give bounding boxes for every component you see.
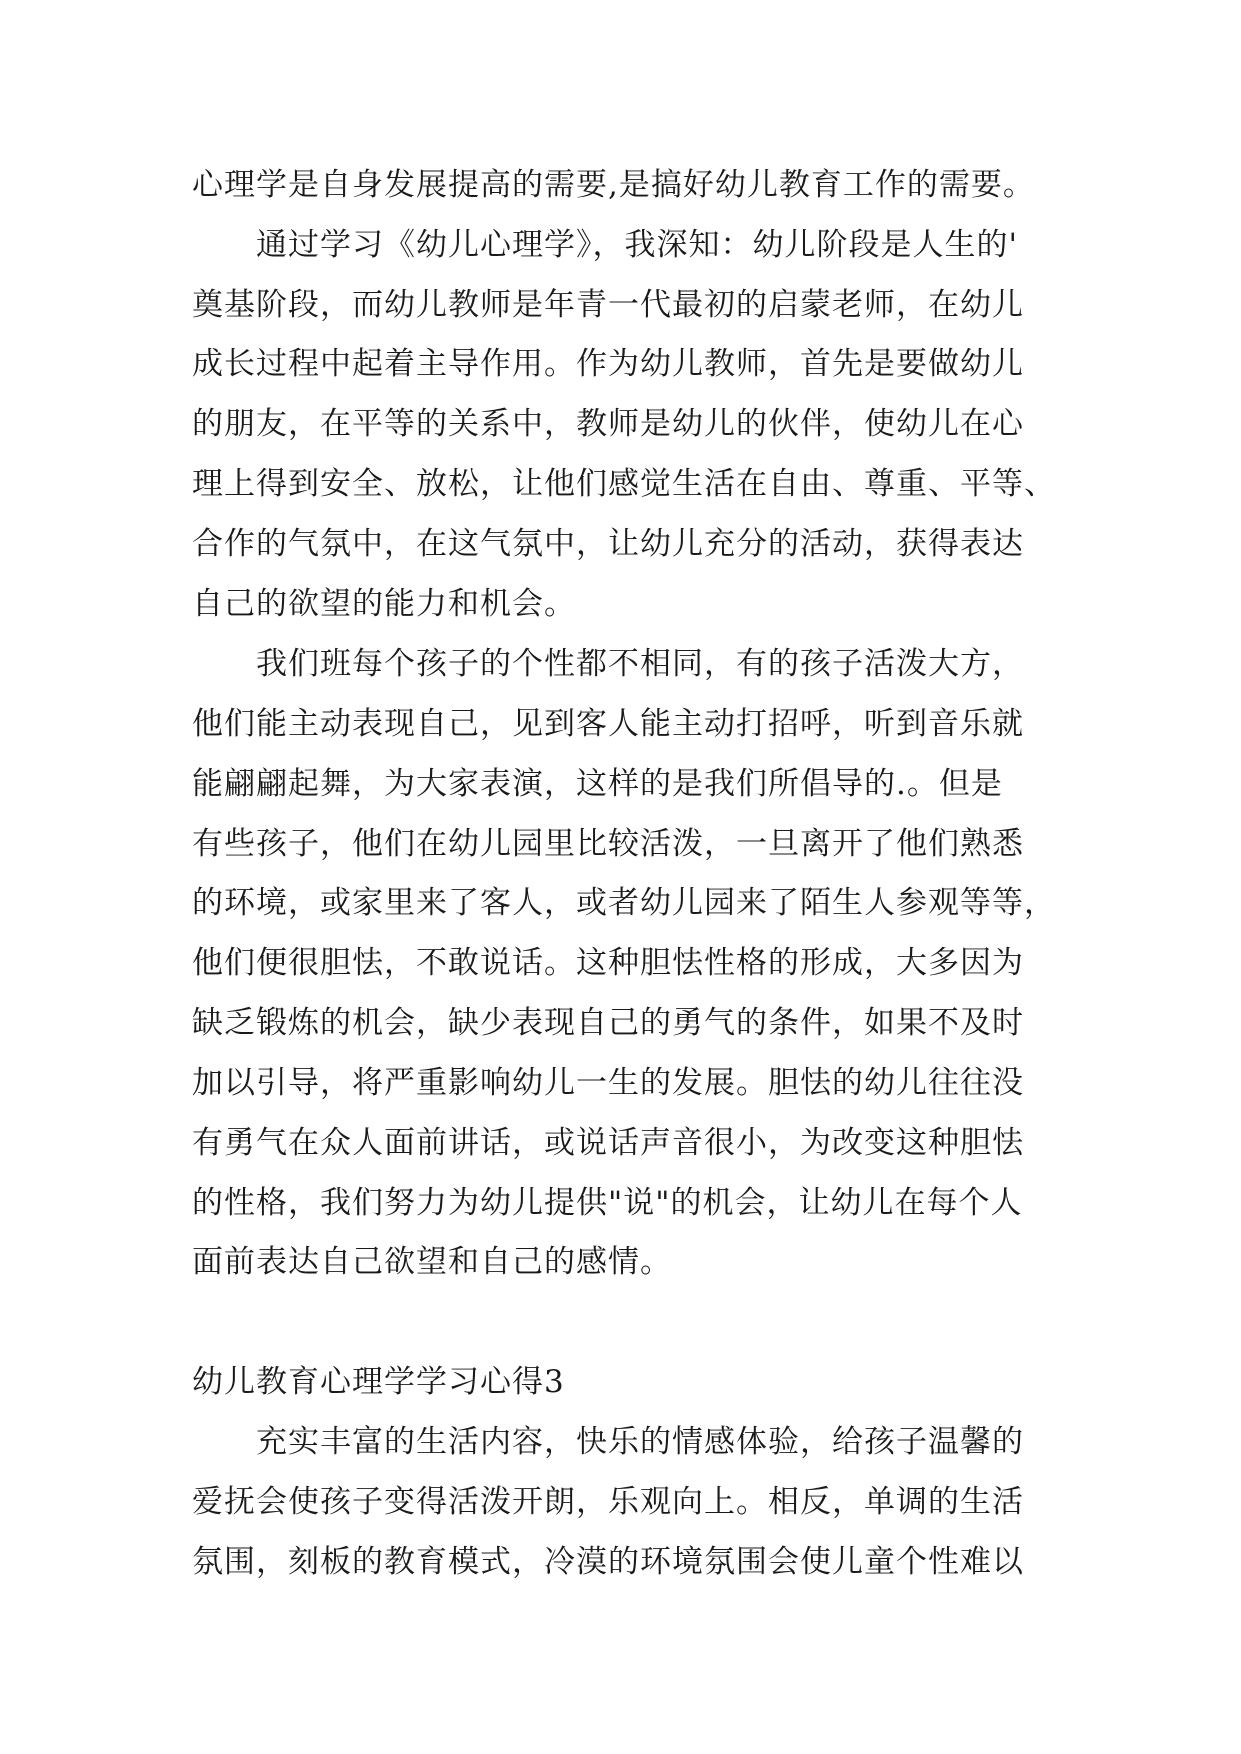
text-line: 加以引导，将严重影响幼儿一生的发展。胆怯的幼儿往往没 [192, 1065, 1024, 1101]
text-line: 他们能主动表现自己，见到客人能主动打招呼，听到音乐就 [192, 706, 1024, 742]
text-line: 爱抚会使孩子变得活泼开朗，乐观向上。相反，单调的生活 [192, 1484, 1024, 1520]
text-line: 成长过程中起着主导作用。作为幼儿教师，首先是要做幼儿 [192, 346, 1024, 382]
text-line: 缺乏锻炼的机会，缺少表现自己的勇气的条件，如果不及时 [192, 1005, 1024, 1041]
paragraph-first-line: 通过学习《幼儿心理学》，我深知：幼儿阶段是人生的' [256, 227, 1019, 263]
text-line: 心理学是自身发展提高的需要,是搞好幼儿教育工作的需要。 [192, 167, 1035, 203]
text-line: 奠基阶段，而幼儿教师是年青一代最初的启蒙老师，在幼儿 [192, 287, 1024, 323]
text-line: 的朋友，在平等的关系中，教师是幼儿的伙伴，使幼儿在心 [192, 406, 1024, 442]
text-line: 面前表达自己欲望和自己的感情。 [192, 1244, 672, 1280]
paragraph-first-line: 充实丰富的生活内容，快乐的情感体验，给孩子温馨的 [256, 1424, 1024, 1460]
text-line: 理上得到安全、放松，让他们感觉生活在自由、尊重、平等、 [192, 466, 1056, 502]
text-line: 他们便很胆怯，不敢说话。这种胆怯性格的形成，大多因为 [192, 945, 1024, 981]
text-line: 合作的气氛中，在这气氛中，让幼儿充分的活动，获得表达 [192, 526, 1024, 562]
text-line: 能翩翩起舞，为大家表演，这样的是我们所倡导的.。但是 [192, 766, 1003, 802]
text-line: 有勇气在众人面前讲话，或说话声音很小，为改变这种胆怯 [192, 1125, 1024, 1161]
text-line: 有些孩子，他们在幼儿园里比较活泼，一旦离开了他们熟悉 [192, 826, 1024, 862]
section-heading: 幼儿教育心理学学习心得3 [192, 1364, 565, 1400]
text-line: 自己的欲望的能力和机会。 [192, 586, 576, 622]
text-line: 的性格，我们努力为幼儿提供"说"的机会，让幼儿在每个人 [192, 1185, 1023, 1221]
text-line: 氛围，刻板的教育模式，冷漠的环境氛围会使儿童个性难以 [192, 1544, 1024, 1580]
text-line: 的环境，或家里来了客人，或者幼儿园来了陌生人参观等等， [192, 885, 1056, 921]
paragraph-first-line: 我们班每个孩子的个性都不相同，有的孩子活泼大方， [256, 646, 1024, 682]
